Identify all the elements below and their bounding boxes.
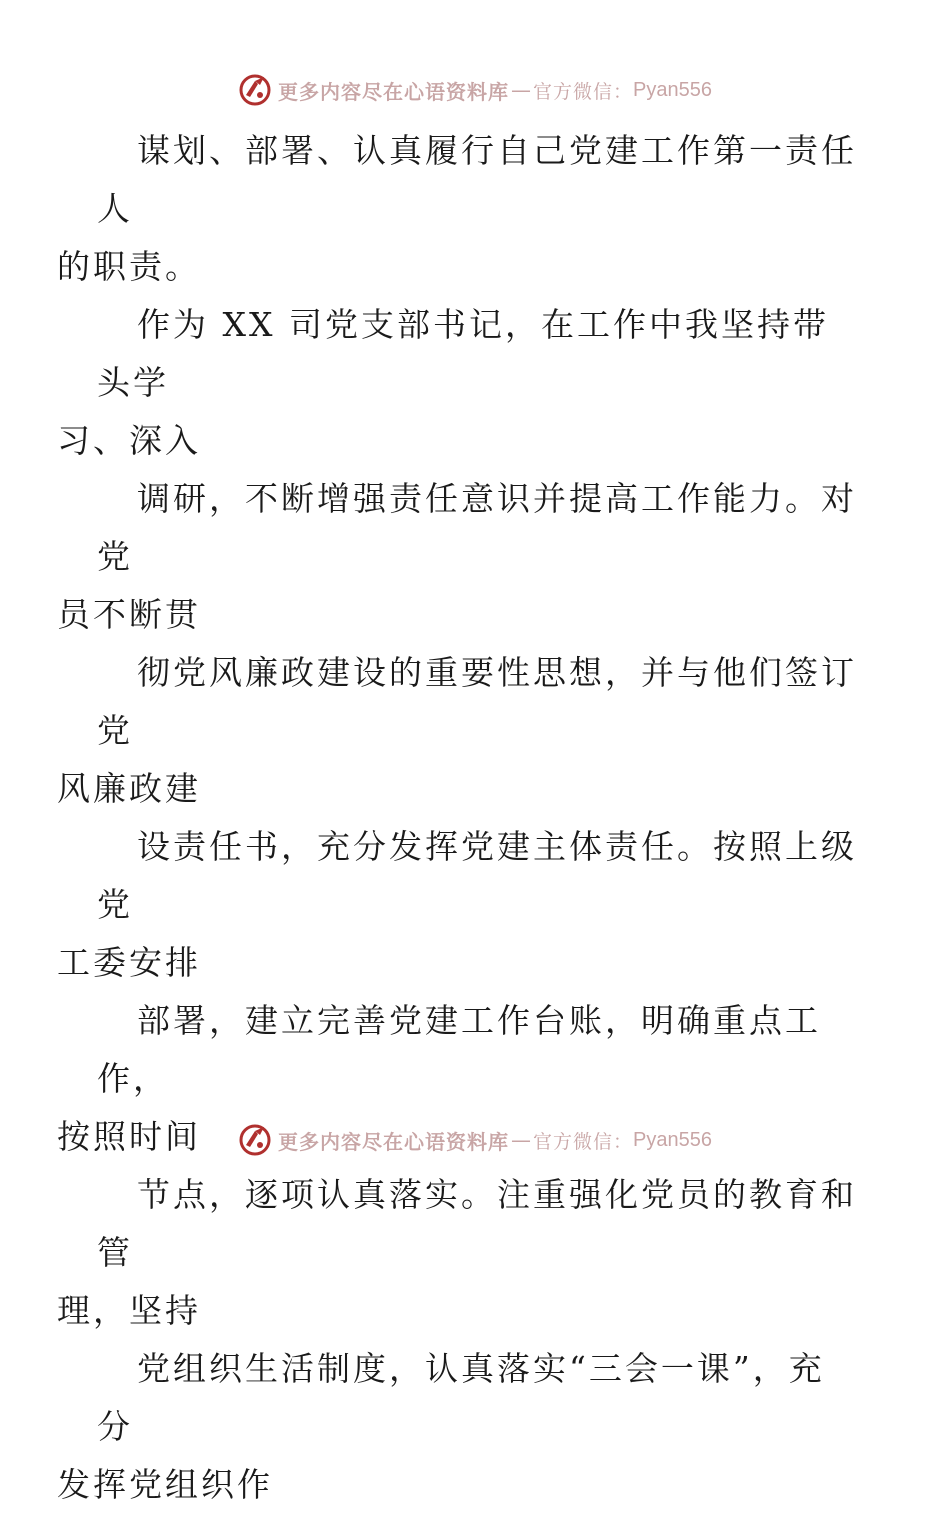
paragraph-4 [57,644,857,818]
paragraph-2 [57,296,857,470]
header-wechat-id: Pyan556 [633,78,712,101]
paragraph-line: 的职责。 [57,247,201,286]
footer-dash: — [511,1128,531,1152]
header-watermark [0,70,950,110]
paragraph-line: 习、深入 [57,421,201,460]
brand-logo-icon [238,73,272,107]
footer-watermark [0,1120,950,1160]
paragraph-line: 谋划、部署、认真履行自己党建工作第一责任人 [97,131,857,228]
header-wechat-label: 官方微信： [533,80,634,103]
brand-logo-icon [238,1123,272,1157]
paragraph-5 [57,818,857,992]
footer-wechat-label: 官方微信： [533,1130,634,1153]
footer-site-text: 更多内容尽在心语资料库 [278,1129,509,1154]
header-dash: — [511,78,531,102]
paragraph-1 [57,122,857,296]
paragraph-line: 彻党风廉政建设的重要性思想，并与他们签订党 [97,653,857,750]
paragraph-line: 发挥党组织作 [57,1465,273,1504]
paragraph-line: 调研，不断增强责任意识并提高工作能力。对党 [97,479,857,576]
paragraph-line: 工委安排 [57,943,201,982]
paragraph-line: 部署，建立完善党建工作台账，明确重点工作， [97,1001,821,1098]
paragraph-line: 党组织生活制度，认真落实“三会一课”，充分 [97,1349,825,1446]
paragraph-line: 理，坚持 [57,1291,201,1330]
paragraph-line: 员不断贯 [57,595,201,634]
paragraph-line: 按照时间 [57,1117,201,1156]
footer-wechat-id: Pyan556 [633,1128,712,1151]
header-site-text: 更多内容尽在心语资料库 [278,79,509,104]
paragraph-7 [57,1166,857,1340]
paragraph-line: 节点，逐项认真落实。注重强化党员的教育和管 [97,1175,857,1272]
paragraph-line: 风廉政建 [57,769,201,808]
document-body [57,122,857,1514]
paragraph-line: 作为 XX 司党支部书记，在工作中我坚持带头学 [97,305,829,402]
paragraph-line: 设责任书，充分发挥党建主体责任。按照上级党 [97,827,857,924]
paragraph-3 [57,470,857,644]
paragraph-8 [57,1340,857,1514]
